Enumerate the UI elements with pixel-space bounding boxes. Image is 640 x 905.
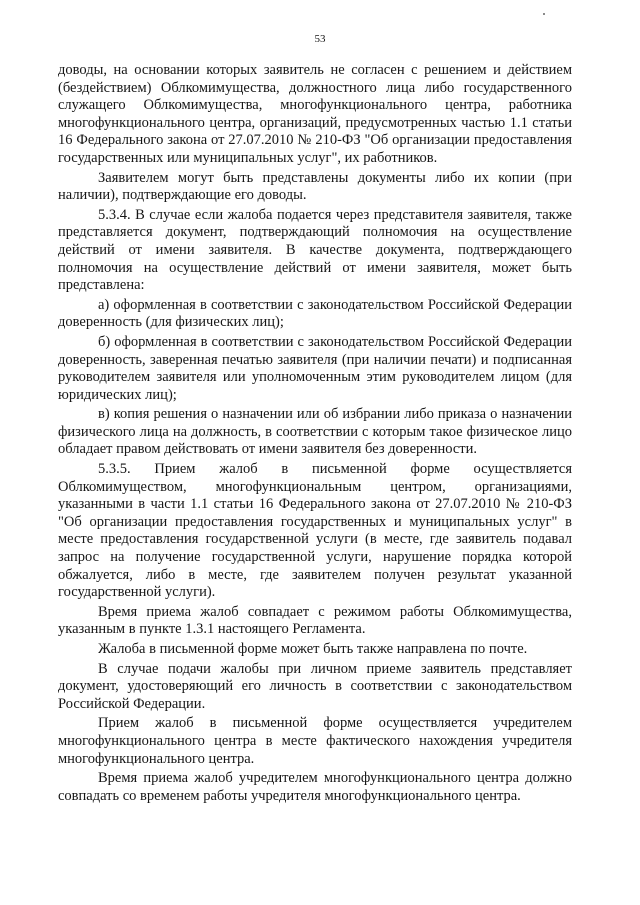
paragraph-personal-reception: В случае подачи жалобы при личном приеме заявитель представляет документ, удостоверяющий его личность в соответствии с законодательством Российской Федерации. xyxy=(58,660,572,712)
paragraph-5-3-5: 5.3.5. Прием жалоб в письменной форме осуществляется Облкомимуществом, многофункциональным центром, организациями, указанными в части 1.1 статьи 16 Федерального закона от 27.07.2010 № 210-ФЗ "Об организации предоставления государственных и муниципальных услуг" в месте предоставления государственной услуги (в месте, где заявитель подавал запрос на получение государственной услуги, нарушение порядка которой обжалуется, либо в месте, где заявителем получен результат указанной государственной услуги). xyxy=(58,461,572,601)
list-item-a: а) оформленная в соответствии с законодательством Российской Федерации доверенность (для физических лиц); xyxy=(58,296,572,331)
paragraph-5-3-4: 5.3.4. В случае если жалоба подается через представителя заявителя, также представляется документ, подтверждающий полномочия на осуществление действий от имени заявителя. В качестве документа, подтверждающего полномочия на осуществление действий от имени заявителя, может быть представлена: xyxy=(58,206,572,294)
paragraph-complaint-arguments: доводы, на основании которых заявитель не согласен с решением и действием (бездействием) Облкомимущества, должностного лица либо государственного служащего Облкомимущества, многофункционального центра, работника многофункционального центра, организаций, предусмотренных частью 1.1 статьи 16 Федерального закона от 27.07.2010 № 210-ФЗ "Об организации предоставления государственных или муниципальных услуг", их работников. xyxy=(58,62,572,166)
page-number: 53 xyxy=(314,33,326,45)
paragraph-documents-copies: Заявителем могут быть представлены документы либо их копии (при наличии), подтверждающие его доводы. xyxy=(58,169,572,204)
list-item-b: б) оформленная в соответствии с законодательством Российской Федерации доверенность, заверенная печатью заявителя (при наличии печати) и подписанная руководителем заявителя или уполномоченным этим руководителем лицом (для юридических лиц); xyxy=(58,333,572,403)
paragraph-postal: Жалоба в письменной форме может быть также направлена по почте. xyxy=(98,641,528,657)
paragraph-founder-time: Время приема жалоб учредителем многофункционального центра должно совпадать со временем работы учредителя многофункционального центра. xyxy=(58,770,572,804)
list-item-v: в) копия решения о назначении или об избрании либо приказа о назначении физического лица на должность, в соответствии с которым такое физическое лицо обладает правом действовать от имени заявителя без доверенности. xyxy=(58,406,572,458)
document-body xyxy=(58,62,572,805)
scan-speck xyxy=(543,13,545,15)
paragraph-reception-time: Время приема жалоб совпадает с режимом работы Облкомимущества, указанным в пункте 1.3.1 настоящего Регламента. xyxy=(58,603,572,638)
paragraph-founder-reception: Прием жалоб в письменной форме осуществляется учредителем многофункционального центра в месте фактического нахождения учредителя многофункционального центра. xyxy=(58,715,572,767)
